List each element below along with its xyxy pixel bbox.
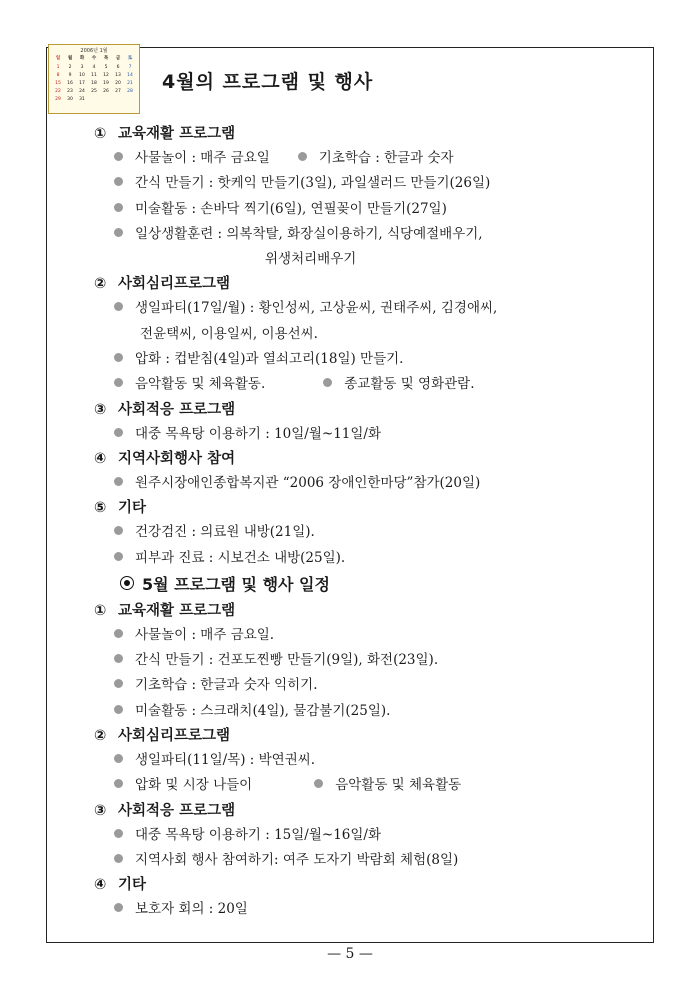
calendar-day: 23 xyxy=(67,89,73,94)
bullet-icon xyxy=(114,203,123,212)
section-heading xyxy=(94,398,652,422)
section-heading xyxy=(94,724,652,748)
calendar-day: 10 xyxy=(79,73,85,78)
bullet-icon xyxy=(114,903,123,912)
section-label: 사회적응 프로그램 xyxy=(118,401,236,418)
section-label: 기타 xyxy=(118,500,147,517)
content xyxy=(92,122,652,923)
list-item-continuation: 위생처리배우기 xyxy=(265,251,357,268)
item-text: 보호자 회의 : 20일 xyxy=(135,901,248,918)
item-text: 미술활동 : 스크래치(4일), 물감불기(25일). xyxy=(135,702,391,719)
calendar-day: 19 xyxy=(103,81,109,86)
item-text: 간식 만들기 : 핫케익 만들기(3일), 과일샐러드 만들기(26일) xyxy=(135,175,491,192)
item-text: 대중 목욕탕 이용하기 : 15일/월~16일/화 xyxy=(135,826,382,843)
list-item xyxy=(92,347,652,372)
calendar-day: 18 xyxy=(91,81,97,86)
calendar-day: 26 xyxy=(103,89,109,94)
list-item xyxy=(92,222,652,247)
calendar-day: 3 xyxy=(80,65,84,70)
section-number: ③ xyxy=(94,802,107,819)
item-text: 미술활동 : 손바닥 찍기(6일), 연필꽂이 만들기(27일) xyxy=(135,200,447,217)
calendar-day: 20 xyxy=(115,81,121,86)
section-number: ③ xyxy=(94,401,107,418)
bullet-icon xyxy=(114,428,123,437)
section-label: 사회적응 프로그램 xyxy=(118,802,236,819)
item-text: 피부과 진료 : 시보건소 내방(25일). xyxy=(135,549,346,566)
calendar-day: 7 xyxy=(128,65,132,70)
item-text: 종교활동 및 영화관람. xyxy=(344,376,475,393)
calendar-day: 17 xyxy=(79,81,85,86)
item-text: 음악활동 및 체육활동 xyxy=(335,777,462,794)
page-title: 4월의 프로그램 및 행사 xyxy=(162,71,374,93)
bullet-icon xyxy=(114,829,123,838)
section-label: 지역사회행사 참여 xyxy=(118,450,236,467)
section-label: 교육재활 프로그램 xyxy=(118,602,236,619)
section-heading xyxy=(94,799,652,823)
section-heading xyxy=(94,272,652,296)
section-number: ④ xyxy=(94,877,107,894)
calendar-weekday: 토 xyxy=(127,56,133,61)
calendar-day: 22 xyxy=(55,89,61,94)
item-text: 대중 목욕탕 이용하기 : 10일/월~11일/화 xyxy=(135,425,382,442)
section-label: 사회심리프로그램 xyxy=(118,728,231,745)
item-text: 기초학습 : 한글과 숫자 xyxy=(318,150,454,166)
item-text: 지역사회 행사 참여하기: 여주 도자기 박람회 체험(8일) xyxy=(135,851,459,868)
section-number: ⑤ xyxy=(94,500,107,517)
item-text: 사물놀이 : 매주 금요일 xyxy=(135,150,270,166)
bullet-icon xyxy=(114,526,123,535)
calendar-weekday: 월 xyxy=(67,56,73,61)
bullet-icon xyxy=(114,378,123,387)
calendar-day: 11 xyxy=(91,73,97,78)
section-label: 사회심리프로그램 xyxy=(118,276,231,293)
item-text: 기초학습 : 한글과 숫자 익히기. xyxy=(135,677,318,694)
list-item xyxy=(92,520,652,545)
calendar-weekday: 금 xyxy=(115,56,121,61)
calendar-day: 2 xyxy=(68,65,72,70)
item-text: 일상생활훈련 : 의복착탈, 화장실이용하기, 식당예절배우기, xyxy=(135,225,483,242)
section-number: ① xyxy=(94,126,107,142)
calendar-days xyxy=(49,63,139,104)
bullet-icon xyxy=(114,353,123,362)
bullet-icon xyxy=(314,779,323,788)
calendar-day: 28 xyxy=(127,89,133,94)
list-item xyxy=(92,623,652,648)
list-item xyxy=(92,372,652,397)
bullet-icon xyxy=(323,378,332,387)
list-item xyxy=(92,897,652,922)
list-item xyxy=(92,699,652,724)
calendar-day: 12 xyxy=(103,73,109,78)
may-heading xyxy=(92,571,652,599)
section-label: 교육재활 프로그램 xyxy=(118,126,236,142)
calendar-day: 16 xyxy=(67,81,73,86)
calendar-day: 13 xyxy=(115,73,121,78)
bullet-icon xyxy=(114,177,123,186)
bullet-icon xyxy=(114,552,123,561)
section-number: ② xyxy=(94,276,107,293)
item-text: 음악활동 및 체육활동. xyxy=(135,376,266,393)
calendar-day: 30 xyxy=(67,97,73,102)
calendar-day: 31 xyxy=(79,97,85,102)
calendar-day: 29 xyxy=(55,97,61,102)
calendar-day: 15 xyxy=(55,81,61,86)
calendar-day: 24 xyxy=(79,89,85,94)
bullet-icon xyxy=(114,152,123,161)
list-item xyxy=(92,146,652,171)
item-text: 압화 : 컵받침(4일)과 열쇠고리(18일) 만들기. xyxy=(135,351,404,368)
section-number: ④ xyxy=(94,450,107,467)
bullet-icon xyxy=(114,477,123,486)
may-title: 5월 프로그램 및 행사 일정 xyxy=(142,574,330,594)
item-text: 원주시장애인종합복지관 “2006 장애인한마당”참가(20일) xyxy=(135,474,481,491)
section-number: ① xyxy=(94,602,107,619)
calendar-day: 8 xyxy=(56,73,60,78)
item-text: 사물놀이 : 매주 금요일. xyxy=(135,626,275,643)
bullet-icon xyxy=(114,302,123,311)
section-heading xyxy=(94,599,652,623)
bullet-icon xyxy=(114,629,123,638)
page-number: — 5 — xyxy=(327,946,373,962)
item-text: 건강검진 : 의료원 내방(21일). xyxy=(135,524,315,541)
list-item xyxy=(92,673,652,698)
bullet-icon xyxy=(114,679,123,688)
section-heading xyxy=(94,873,652,897)
calendar-day: 6 xyxy=(116,65,120,70)
calendar-weekday: 목 xyxy=(103,56,109,61)
calendar-weekday: 일 xyxy=(55,56,61,61)
calendar-day: 4 xyxy=(92,65,96,70)
calendar-weekday: 화 xyxy=(79,56,85,61)
list-item xyxy=(92,471,652,496)
calendar-day: 21 xyxy=(127,81,133,86)
list-item xyxy=(92,823,652,848)
list-item-continuation: 전윤택씨, 이용일씨, 이용선씨. xyxy=(140,325,318,342)
calendar-day: 27 xyxy=(115,89,121,94)
list-item xyxy=(92,197,652,222)
calendar-title: 2006년 1월 xyxy=(80,48,108,54)
list-item xyxy=(92,848,652,873)
bullet-icon xyxy=(298,152,307,161)
calendar-icon xyxy=(48,44,140,114)
item-text: 생일파티(11일/목) : 박연권씨. xyxy=(135,752,316,769)
calendar-day: 9 xyxy=(68,73,72,78)
list-item xyxy=(92,171,652,196)
calendar-weekdays xyxy=(49,54,139,63)
item-text: 간식 만들기 : 건포도찐빵 만들기(9일), 화전(23일). xyxy=(135,652,439,669)
list-item xyxy=(92,546,652,571)
list-item xyxy=(92,296,652,321)
section-heading xyxy=(94,447,652,471)
calendar-day: 1 xyxy=(56,65,60,70)
bullet-icon xyxy=(114,779,123,788)
bullet-icon xyxy=(114,754,123,763)
bullet-icon xyxy=(114,654,123,663)
list-item xyxy=(92,773,652,798)
section-heading xyxy=(94,496,652,520)
calendar-day: 14 xyxy=(127,73,133,78)
item-text: 생일파티(17일/월) : 황인성씨, 고상윤씨, 권태주씨, 김경애씨, xyxy=(135,300,498,317)
list-item xyxy=(92,748,652,773)
section-heading xyxy=(94,122,652,146)
section-label: 기타 xyxy=(118,877,147,894)
calendar-day: 5 xyxy=(104,65,108,70)
calendar-day: 25 xyxy=(91,89,97,94)
item-text: 압화 및 시장 나들이 xyxy=(135,777,253,794)
bullet-icon xyxy=(114,854,123,863)
target-bullet-icon xyxy=(120,576,134,590)
list-item xyxy=(92,648,652,673)
bullet-icon xyxy=(114,228,123,237)
section-number: ② xyxy=(94,728,107,745)
calendar-weekday: 수 xyxy=(91,56,97,61)
list-item xyxy=(92,422,652,447)
bullet-icon xyxy=(114,705,123,714)
